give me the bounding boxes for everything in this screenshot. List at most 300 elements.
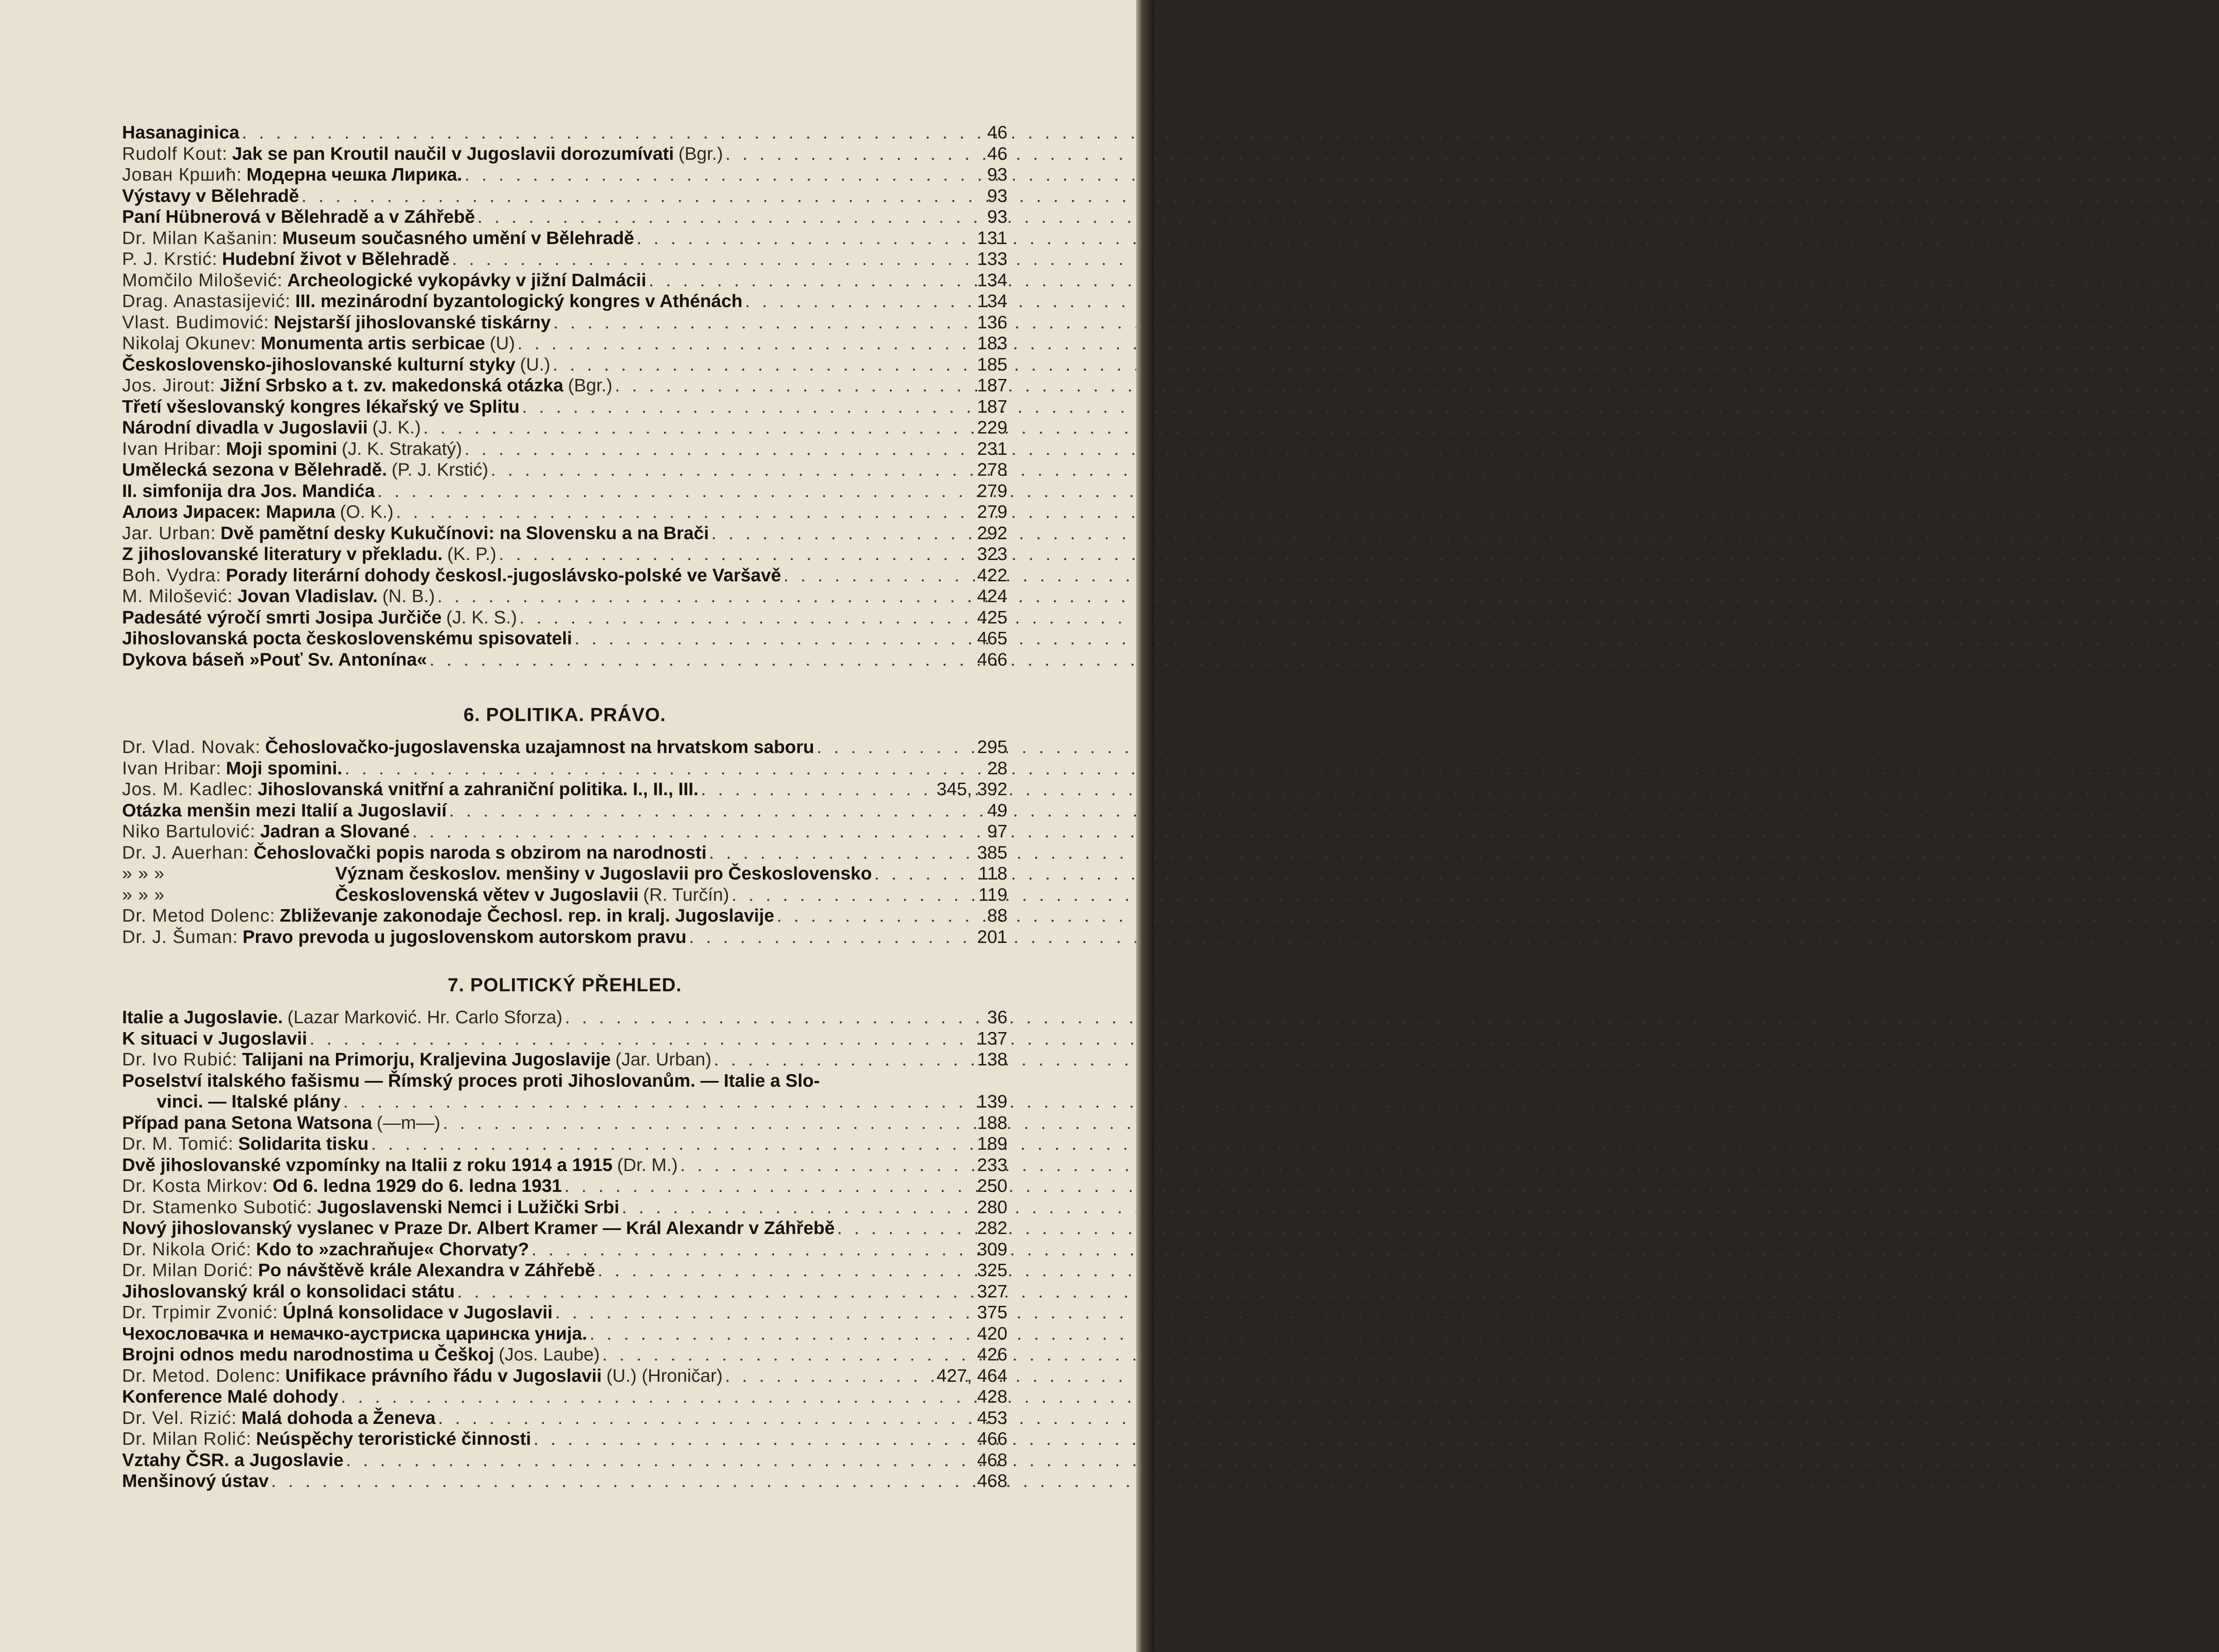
entry-text <box>122 1175 562 1197</box>
entry-note: (U.) <box>520 354 550 375</box>
dot-leader <box>729 884 976 906</box>
entry-text <box>122 607 517 628</box>
toc-entry <box>122 1302 1007 1323</box>
dot-leader <box>435 586 975 607</box>
toc-entry <box>122 1344 1007 1365</box>
entry-title: Hasanaginica <box>122 122 240 142</box>
dot-leader <box>531 1428 975 1450</box>
page-number: 427, 464 <box>936 1365 1007 1386</box>
entry-text <box>122 1133 369 1155</box>
entry-title: Museum současného umění v Bělehradě <box>282 227 634 248</box>
section-7-list <box>122 1007 1007 1492</box>
entry-text <box>122 1028 307 1049</box>
dot-leader <box>723 143 984 165</box>
toc-entry <box>122 291 1007 312</box>
toc-entry <box>122 459 1007 481</box>
entry-author: Momčilo Milošević: <box>122 269 283 290</box>
toc-entry <box>122 1007 1007 1028</box>
entry-author: Dr. Metod. Dolenc: <box>122 1365 281 1386</box>
entry-text <box>122 905 774 927</box>
toc-entry <box>122 1281 1007 1302</box>
entry-note: (O. K.) <box>340 501 394 522</box>
page-number: 345, 392 <box>936 779 1007 799</box>
entry-author: Dr. Vlad. Novak: <box>122 737 261 757</box>
page-number: 424 <box>977 586 1007 606</box>
entry-text <box>122 544 496 565</box>
entry-title: Jadran a Slované <box>260 821 410 841</box>
entry-title: Československo-jihoslovanské kulturní styky <box>122 354 516 375</box>
toc-entry <box>122 565 1007 586</box>
entry-author: Dr. J. Šuman: <box>122 926 238 947</box>
entry-author: Dr. Vel. Rizić: <box>122 1407 237 1428</box>
dot-leader <box>723 1365 934 1387</box>
entry-note: (U.) (Hroničar) <box>606 1365 723 1386</box>
entry-title: Jihoslovanský král o konsolidaci státu <box>122 1281 455 1301</box>
toc-entry <box>122 586 1007 607</box>
toc-entry <box>122 375 1007 396</box>
entry-text <box>122 481 375 502</box>
entry-title: Poselství italského fašismu — Římský proces proti Jihoslovanům. — Italie a Slo- <box>122 1070 820 1091</box>
toc-entry <box>122 143 1007 165</box>
entry-text <box>122 1428 531 1450</box>
page-number: 468 <box>977 1471 1007 1491</box>
page-number: 93 <box>987 206 1007 227</box>
page-number: 468 <box>977 1449 1007 1470</box>
entry-title: Moji spomini. <box>226 757 343 778</box>
dot-leader <box>515 333 974 354</box>
toc-entry <box>122 1091 1007 1112</box>
dot-leader <box>462 164 984 185</box>
page-number: 425 <box>977 607 1007 627</box>
dot-leader <box>699 779 934 800</box>
entry-title: Z jihoslovanské literatury v překladu. <box>122 544 443 564</box>
entry-text <box>122 1344 600 1365</box>
toc-entry <box>122 228 1007 249</box>
entry-text <box>122 863 872 884</box>
entry-title: Vztahy ČSR. a Jugoslavie <box>122 1449 344 1470</box>
entry-author: Ivan Hribar: <box>122 757 221 778</box>
page-number: 428 <box>977 1386 1007 1407</box>
entry-note: (Jar. Urban) <box>615 1049 711 1069</box>
entry-text <box>122 1197 619 1218</box>
section-6-list <box>122 737 1007 947</box>
dot-leader <box>307 1028 975 1049</box>
entry-note: (J. K. Strakatý) <box>341 438 462 459</box>
entry-title: II. simfonija dra Jos. Mandića <box>122 480 375 501</box>
entry-author: P. J. Krstić: <box>122 248 218 269</box>
page-number: 139 <box>977 1091 1007 1112</box>
page-number: 250 <box>977 1175 1007 1196</box>
dot-leader <box>455 1281 975 1302</box>
entry-title: Konference Malé dohody <box>122 1386 339 1407</box>
entry-author: Dr. Trpimir Zvonić: <box>122 1302 278 1322</box>
entry-author: Rudolf Kout: <box>122 143 228 164</box>
toc-entry <box>122 396 1007 418</box>
entry-title: Unifikace právního řádu v Jugoslavii <box>285 1365 602 1386</box>
toc-entry <box>122 884 1007 906</box>
entry-text <box>122 758 342 779</box>
toc-entry <box>122 628 1007 649</box>
toc-entry <box>122 800 1007 821</box>
entry-title: Čehoslovačko-jugoslavenska uzajamnost na hrvatskom saboru <box>265 737 814 757</box>
entry-title: Porady literární dohody českosl.-jugoslávsko-polské ve Varšavě <box>225 564 781 585</box>
dot-leader <box>344 1450 975 1471</box>
dot-leader <box>268 1471 974 1492</box>
toc-entry <box>122 737 1007 758</box>
dot-leader <box>488 459 974 481</box>
entry-title: K situaci v Jugoslavii <box>122 1028 307 1049</box>
page-number: 385 <box>977 842 1007 863</box>
entry-author: Dr. M. Tomić: <box>122 1133 234 1154</box>
toc-entry <box>122 333 1007 354</box>
toc-entry <box>122 248 1007 270</box>
entry-title: Úplná konsolidace v Jugoslavii <box>282 1302 553 1322</box>
entry-title: Pravo prevoda u jugoslovenskom autorskom pravu <box>242 926 687 947</box>
entry-text <box>122 1007 562 1028</box>
section-6-heading: 6. POLITIKA. PRÁVO. <box>463 704 666 725</box>
page-number: 49 <box>987 800 1007 820</box>
entry-text <box>122 1049 711 1070</box>
dot-leader <box>678 1155 974 1176</box>
dot-leader <box>369 1133 975 1155</box>
entry-title: Алоиз Јирасек: Марила <box>122 501 336 522</box>
entry-title: Třetí všeslovanský kongres lékařský ve Splitu <box>122 396 520 417</box>
page-number: 465 <box>977 628 1007 648</box>
page-number: 93 <box>987 164 1007 185</box>
page-number: 229 <box>977 417 1007 438</box>
page-number: 422 <box>977 564 1007 585</box>
entry-title: Talijani na Primorju, Kraljevina Jugoslavije <box>242 1049 611 1069</box>
entry-text <box>122 1091 341 1112</box>
page-number: 137 <box>977 1028 1007 1049</box>
dot-leader <box>421 417 974 438</box>
entry-text <box>122 354 550 375</box>
entry-author: Niko Bartulović: <box>122 821 256 841</box>
entry-author: Dr. Stamenko Subotić: <box>122 1196 312 1217</box>
dot-leader <box>520 396 975 418</box>
ditto-marks: » » » <box>122 863 165 883</box>
page-number: 46 <box>987 122 1007 142</box>
page-number: 278 <box>977 459 1007 480</box>
toc-entry <box>122 1112 1007 1134</box>
dot-leader <box>619 1197 974 1218</box>
entry-text <box>122 842 707 863</box>
entry-text <box>122 185 299 207</box>
entry-note: (Lazar Marković. Hr. Carlo Sforza) <box>287 1007 563 1027</box>
entry-note: (—m—) <box>376 1112 441 1133</box>
dot-leader <box>814 737 975 758</box>
toc-entry <box>122 1260 1007 1281</box>
entry-author: Dr. Nikola Orić: <box>122 1238 252 1259</box>
page-number: 188 <box>977 1112 1007 1133</box>
dot-leader <box>711 1049 975 1070</box>
page-number: 233 <box>977 1154 1007 1175</box>
toc-entry <box>122 842 1007 863</box>
dot-leader <box>462 438 975 460</box>
toc-entry <box>122 1408 1007 1429</box>
toc-entry <box>122 417 1007 438</box>
dot-leader <box>587 1323 975 1344</box>
dot-leader <box>612 375 975 396</box>
entry-text <box>122 396 520 418</box>
dot-leader <box>595 1260 974 1281</box>
toc-entry <box>122 523 1007 544</box>
entry-text <box>122 1281 455 1302</box>
dot-leader <box>341 1091 975 1112</box>
page-number: 426 <box>977 1344 1007 1364</box>
entry-text <box>122 417 421 438</box>
dot-leader <box>872 863 976 884</box>
page-number: 201 <box>977 926 1007 947</box>
spacer <box>122 670 1007 704</box>
entry-title: Význam českoslov. menšiny v Jugoslavii pro Československo <box>335 863 872 883</box>
spacer <box>122 996 1007 1007</box>
entry-note: (J. K. S.) <box>446 607 517 627</box>
entry-author: Jar. Urban: <box>122 522 216 543</box>
entry-title: Brojni odnos medu narodnostima u Češkoj <box>122 1344 494 1364</box>
dot-leader <box>440 1112 974 1134</box>
toc-entry <box>122 206 1007 228</box>
toc-entry <box>122 1386 1007 1408</box>
dot-leader <box>572 628 975 649</box>
page-number: 185 <box>977 354 1007 375</box>
entry-title: Malá dohoda a Ženeva <box>241 1407 436 1428</box>
entry-title: Jugoslavenski Nemci i Lužički Srbi <box>317 1196 620 1217</box>
toc-entry <box>122 1155 1007 1176</box>
entry-title: Italie a Jugoslavie. <box>122 1007 283 1027</box>
entry-title: Solidarita tisku <box>238 1133 369 1154</box>
entry-text <box>122 1408 435 1429</box>
entry-author: M. Milošević: <box>122 586 233 606</box>
page-number: 134 <box>977 291 1007 311</box>
entry-text <box>122 333 515 354</box>
entry-text <box>122 779 699 800</box>
toc-entry <box>122 927 1007 948</box>
spacer <box>122 947 1007 974</box>
entry-title: Výstavy v Bělehradě <box>122 185 299 206</box>
entry-text <box>122 1239 529 1260</box>
entry-title: Národní divadla v Jugoslavii <box>122 417 368 438</box>
entry-note: (R. Turčín) <box>643 884 729 905</box>
entry-title: Případ pana Setona Watsona <box>122 1112 372 1133</box>
toc-entry <box>122 1175 1007 1197</box>
entry-author: Drag. Anastasijević: <box>122 291 291 311</box>
page-number: 453 <box>977 1407 1007 1428</box>
page-number: 187 <box>977 396 1007 417</box>
dot-leader <box>446 800 984 821</box>
toc-entry <box>122 607 1007 628</box>
entry-text <box>122 1155 678 1176</box>
dot-leader <box>551 312 974 333</box>
entry-text <box>122 143 723 165</box>
toc-entry <box>122 1365 1007 1387</box>
entry-title: Zbliževanje zakonodaje Čechosl. rep. in kralj. Jugoslavije <box>280 905 774 926</box>
entry-text <box>122 164 462 185</box>
entry-title: Padesáté výročí smrti Josipa Jurčiče <box>122 607 442 627</box>
page-number: 189 <box>977 1133 1007 1154</box>
entry-text <box>122 375 612 396</box>
entry-author: Jos. M. Kadlec: <box>122 779 253 799</box>
entry-text <box>122 1386 339 1408</box>
page-number: 280 <box>977 1196 1007 1217</box>
page-number: 325 <box>977 1260 1007 1280</box>
entry-author: Dr. J. Auerhan: <box>122 842 249 863</box>
toc-entry <box>122 1133 1007 1155</box>
page-number: 138 <box>977 1049 1007 1069</box>
book-spine-edge <box>1136 0 1154 1652</box>
toc-entry <box>122 905 1007 927</box>
entry-author: Јован Кршић: <box>122 164 242 185</box>
dot-leader <box>600 1344 974 1365</box>
entry-author: Dr. Milan Kašanin: <box>122 227 278 248</box>
toc-entry <box>122 164 1007 185</box>
toc-entry <box>122 1471 1007 1492</box>
toc-entry <box>122 1070 1007 1092</box>
dot-leader <box>517 607 975 628</box>
entry-text <box>122 1218 835 1239</box>
dot-leader <box>342 758 984 779</box>
entry-author: Dr. Milan Dorić: <box>122 1260 254 1280</box>
entry-title: Moji spomini <box>226 438 337 459</box>
dot-leader <box>553 1302 974 1323</box>
dot-leader <box>562 1007 984 1028</box>
entry-author: Vlast. Budimović: <box>122 311 269 332</box>
toc-entry <box>122 270 1007 291</box>
entry-text <box>122 523 709 544</box>
dot-leader <box>774 905 985 927</box>
page-number: 309 <box>977 1238 1007 1259</box>
entry-title: Neúspěchy teroristické činnosti <box>256 1428 531 1449</box>
entry-title: Чехословачка и немачко-аустриска царинска унија. <box>122 1323 587 1344</box>
toc-entry <box>122 122 1007 143</box>
dot-leader <box>562 1175 974 1197</box>
entry-title: Dykova báseň »Pouť Sv. Antonína« <box>122 649 427 670</box>
toc-entry <box>122 544 1007 565</box>
dot-leader <box>529 1239 975 1260</box>
page-number: 183 <box>977 333 1007 353</box>
entry-title: Paní Hübnerová v Bělehradě a v Záhřebě <box>122 206 475 227</box>
toc-entry <box>122 501 1007 523</box>
entry-title: Dvě jihoslovanské vzpomínky na Italii z roku 1914 a 1915 <box>122 1154 613 1175</box>
page-number: 282 <box>977 1218 1007 1238</box>
entry-text <box>122 927 687 948</box>
entry-text <box>122 800 446 821</box>
entry-text <box>122 586 435 607</box>
entry-title: Dvě pamětní desky Kukučínovi: na Slovensku a na Brači <box>220 522 709 543</box>
dot-leader <box>707 842 974 863</box>
toc-entry <box>122 1428 1007 1450</box>
dot-leader <box>375 481 975 502</box>
page-number: 466 <box>977 649 1007 670</box>
entry-note: (K. P.) <box>447 544 497 564</box>
entry-text <box>122 565 781 586</box>
page-number: 133 <box>977 248 1007 269</box>
dot-leader <box>646 270 974 291</box>
dot-leader <box>427 649 974 670</box>
toc-entry <box>122 1049 1007 1070</box>
entry-title: Модерна чешка Лирика. <box>246 164 462 185</box>
entry-note: (Bgr.) <box>678 143 723 164</box>
entry-author: Ivan Hribar: <box>122 438 221 459</box>
page-number: 131 <box>977 227 1007 248</box>
entry-text <box>122 291 742 312</box>
dot-leader <box>410 821 984 842</box>
page-number: 88 <box>987 905 1007 926</box>
dot-leader <box>339 1386 975 1408</box>
entry-title: Nejstarší jihoslovanské tiskárny <box>273 311 551 332</box>
page-number: 93 <box>987 185 1007 206</box>
section-5-list <box>122 122 1007 670</box>
ditto-marks: » » » <box>122 884 165 905</box>
entry-title: Umělecká sezona v Bělehradě. <box>122 459 387 480</box>
entry-text <box>122 649 427 670</box>
entry-note: (Dr. M.) <box>617 1154 678 1175</box>
entry-text <box>122 1471 268 1492</box>
entry-title: III. mezinárodní byzantologický kongres v Athénách <box>295 291 743 311</box>
entry-title: Hudební život v Bělehradě <box>222 248 450 269</box>
toc-entry <box>122 1197 1007 1218</box>
entry-title: Po návštěvě krále Alexandra v Záhřebě <box>258 1260 596 1280</box>
entry-text <box>122 312 551 333</box>
entry-title: Otázka menšin mezi Italií a Jugoslavií <box>122 800 447 820</box>
entry-text <box>122 206 475 228</box>
entry-text <box>122 821 410 842</box>
toc-entry <box>122 1450 1007 1471</box>
table-of-contents <box>122 122 1007 1492</box>
toc-entry <box>122 1218 1007 1239</box>
toc-entry <box>122 312 1007 333</box>
page-number: 118 <box>978 863 1007 883</box>
dot-leader <box>742 291 975 312</box>
entry-text <box>122 1323 587 1344</box>
toc-entry <box>122 779 1007 800</box>
entry-text <box>122 122 239 143</box>
dot-leader <box>475 206 984 228</box>
entry-title: Menšinový ústav <box>122 1471 269 1491</box>
toc-entry <box>122 758 1007 779</box>
entry-note: (U) <box>490 333 515 353</box>
page-number: 46 <box>987 143 1007 164</box>
dot-leader <box>239 122 984 143</box>
entry-author: Dr. Ivo Rubić: <box>122 1049 238 1069</box>
entry-note: (Jos. Laube) <box>498 1344 600 1364</box>
section-7-heading: 7. POLITICKÝ PŘEHLED. <box>447 974 682 996</box>
entry-title: Jihoslovanská pocta československému spisovateli <box>122 628 573 648</box>
entry-text <box>122 1112 440 1134</box>
page-number: 97 <box>987 821 1007 841</box>
toc-entry <box>122 1028 1007 1049</box>
entry-text <box>122 1302 553 1323</box>
page-number: 292 <box>977 522 1007 543</box>
entry-text <box>122 228 634 249</box>
entry-author: Jos. Jirout: <box>122 375 216 395</box>
dot-leader <box>781 565 975 586</box>
entry-title: Od 6. ledna 1929 do 6. ledna 1931 <box>272 1175 562 1196</box>
entry-title: Jihoslovanská vnitřní a zahraniční politika. I., II., III. <box>257 779 699 799</box>
page-number: 295 <box>977 737 1007 757</box>
entry-note: (P. J. Krstić) <box>391 459 489 480</box>
page-number: 327 <box>977 1281 1007 1301</box>
entry-text <box>122 270 646 291</box>
page-number: 375 <box>977 1302 1007 1322</box>
entry-note: (Bgr.) <box>568 375 612 395</box>
toc-entry <box>122 481 1007 502</box>
page-number: 187 <box>977 375 1007 395</box>
dot-leader <box>835 1218 975 1239</box>
dot-leader <box>299 185 985 207</box>
entry-text <box>122 248 450 270</box>
entry-note: (N. B.) <box>382 586 435 606</box>
